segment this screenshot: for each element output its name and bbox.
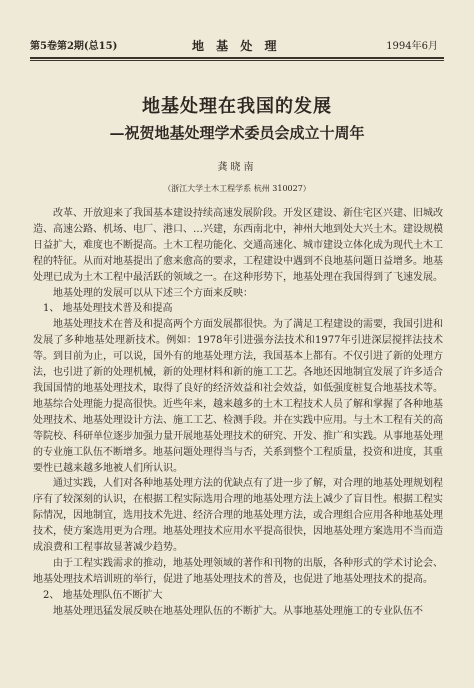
header-rule-thin <box>30 60 444 61</box>
section-heading-1: 1、 地基处理技术普及和提高 <box>43 303 173 315</box>
journal-name: 地 基 处 理 <box>192 39 281 53</box>
issue-date: 1994年6月 <box>386 41 438 52</box>
author-name: 龚晓南 <box>217 162 257 173</box>
volume-issue: 第5卷第2期(总15) <box>30 41 118 52</box>
paragraph-technology: 地基处理技术在普及和提高两个方面发展都很快。为了满足工程建设的需要，我国引进和发展了多种地基处理新技术。例如：1978年引进强夯法技术和1977年引进深层搅拌法技术等。到目前为止，可以说，国外有的地基处理方法，我国基本上都有。不仅引进了新的处理方法，也引进了新的处理机械，新的处理材料和新的施工工艺。各地还因地制宜发展了许多适合我国国情的地基处理技术，取得了良好的经济效益和社会效益，如低强度桩复合地基技术等。地基综合处理能力提高很快。近些年来，越来越多的土木工程技术人员了解和掌握了各种地基处理技术、地基处理设计方法、施工工艺、检测手段。并在实践中应用。与土木工程有关的高等院校、科研单位逐步加强力量开展地基处理技术的研究、开发、推广和实践。从事地基处理的专业施工队伍不断增多。地基问题处理得当与否，关系到整个工程质量，投资和进度，其重要性已越来越多地被人们所认识。 <box>33 319 443 474</box>
paragraph-overview: 地基处理的发展可以从下述三个方面来反映： <box>53 287 253 299</box>
paragraph-workforce: 地基处理迅猛发展反映在地基处理队伍的不断扩大。从事地基处理施工的专业队伍不 <box>53 605 423 617</box>
article-title: 地基处理在我国的发展 <box>142 96 332 117</box>
paragraph-publications: 由于工程实践需求的推动，地基处理领域的著作和刊物的出版，各种形式的学术讨论会、地基处理技术培训班的举行，促进了地基处理技术的普及，也促进了地基处理技术的提高。 <box>33 557 443 585</box>
section-heading-2: 2、 地基处理队伍不断扩大 <box>43 589 163 601</box>
article-body <box>33 206 443 620</box>
author-affiliation: （浙江大学土木工程学系 杭州 310027） <box>163 184 311 193</box>
running-header <box>30 40 444 54</box>
header-rule-thick <box>30 57 444 59</box>
article-subtitle: —祝贺地基处理学术委员会成立十周年 <box>109 124 365 142</box>
paragraph-practice: 通过实践，人们对各种地基处理方法的优缺点有了进一步了解，对合理的地基处理规划程序有了较深刻的认识，在根据工程实际选用合理的地基处理方法上减少了盲目性。根据工程实际情况，因地制宜，选用技术先进、经济合理的地基处理方法，或合理组合应用各种地基处理技术，使方案选用更为合理。地基处理技术应用水平提高很快，因地基处理方案选用不当而造成浪费和工程事故显著减少趋势。 <box>33 478 443 554</box>
paragraph-intro: 改革、开放迎来了我国基本建设持续高速发展阶段。开发区建设、新住宅区兴建、旧城改造、高速公路、机场、电厂、港口、…兴建，东西南北中，神州大地到处大兴土木。建设规模日益扩大，难度也不断提高。土木工程功能化、交通高速化、城市建设立体化成为现代土木工程的特征。从而对地基提出了愈来愈高的要求，工程建设中遇到不良地基问题日益增多。地基处理已成为土木工程中最活跃的领域之一。在这种形势下，地基处理在我国得到了飞速发展。 <box>33 208 443 283</box>
